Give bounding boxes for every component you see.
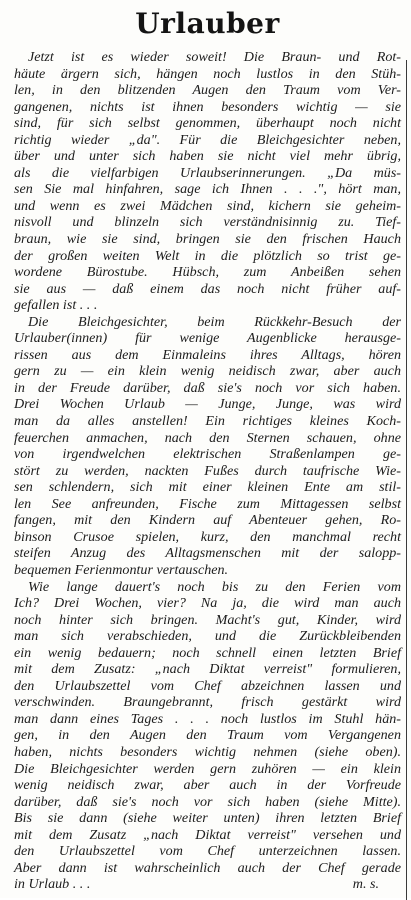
line-text: häute ärgern sich, hängen noch lustlos in den Stüh-: [14, 65, 401, 82]
text-line: [14, 430, 401, 447]
line-text: bequemen Ferienmontur vertauschen.: [14, 561, 229, 578]
line-text: Ich? Drei Wochen, vier? Na ja, die wird man auch: [14, 595, 401, 612]
text-line: [14, 810, 401, 827]
line-text: Die Bleichgesichter, beim Rückkehr-Besuch der: [28, 313, 401, 330]
text-line: [14, 380, 401, 397]
line-text: Urlauber(innen) für wenige Augenblicke herausge-: [14, 330, 401, 347]
text-line: [14, 512, 401, 529]
text-line: [14, 248, 401, 265]
line-text: gangenen, nichts ist ihnen besonders wichtig — sie: [14, 98, 401, 115]
paragraph-3: [14, 579, 401, 893]
line-text: mit dem Zusatz: „nach Diktat verreist" formulieren,: [14, 661, 401, 678]
line-text: gefallen ist . . .: [14, 297, 98, 314]
line-text: len See anfreunden, Fische zum Mittagessen selbst: [14, 495, 401, 512]
text-line: [14, 66, 401, 83]
text-line: [14, 645, 401, 662]
text-line: [14, 678, 401, 695]
line-text: steifen Anzug des Alltagsmenschen mit der salopp-: [14, 545, 401, 562]
text-line: [14, 363, 401, 380]
text-line: [14, 314, 401, 331]
article-title: Urlauber: [135, 7, 280, 40]
line-text: wenig neidisch zwar, aber auch in der Vorfreude: [14, 777, 401, 794]
line-text: Drei Wochen Urlaub — Junge, Junge, was wird: [14, 396, 401, 413]
text-line: [14, 545, 401, 562]
line-text: und wenn es zwei Mädchen sind, kichern sie geheim-: [14, 197, 401, 214]
line-text: binson Crusoe spielen, kurz, den manchmal recht: [14, 528, 401, 545]
line-text: rissen aus dem Einmaleins ihres Alltags, hören: [14, 346, 401, 363]
text-line: [14, 330, 401, 347]
line-text: sen schlendern, sich mit einer kleinen Ente am stil-: [14, 479, 401, 496]
text-line: [14, 711, 401, 728]
article-body: [14, 49, 401, 893]
text-line: [14, 297, 401, 314]
line-text: von irgendwelchen elektrischen Straßenlampen ge-: [14, 446, 401, 463]
text-line: [14, 843, 401, 860]
line-text: sind, für sich selbst genommen, überhaupt noch nicht: [14, 115, 401, 132]
line-text: Aber dann ist wahrscheinlich auch der Chef gerade: [14, 859, 401, 876]
line-text: als die vielfarbigen Urlaubserinnerungen. „Da müs-: [14, 164, 401, 181]
line-text: in Urlaub . . .: [14, 876, 91, 893]
line-text: den Urlaubszettel vom Chef abzeichnen lassen und: [14, 677, 401, 694]
line-text: richtig wieder „da". Für die Bleichgesichter neben,: [14, 131, 401, 148]
text-line: [14, 463, 401, 480]
text-line: [14, 231, 401, 248]
text-line: [14, 479, 401, 496]
text-line: [14, 876, 401, 893]
text-line: [14, 99, 401, 116]
paragraph-1: [14, 49, 401, 314]
text-line: [14, 115, 401, 132]
text-line: [14, 628, 401, 645]
line-text: man sich verabschieden, und die Zurückbleibenden: [14, 628, 401, 645]
text-line: [14, 827, 401, 844]
text-line: [14, 661, 401, 678]
text-line: [14, 761, 401, 778]
line-text: nisvoll und blinzeln sich verständnisinnig zu. Tief-: [14, 214, 401, 231]
text-line: [14, 777, 401, 794]
text-line: [14, 579, 401, 596]
line-text: braun, wie sie sind, bringen sie den frischen Hauch: [14, 231, 401, 248]
line-text: sen Sie mal hinfahren, sage ich Ihnen . . .", hört man,: [14, 181, 401, 198]
text-line: [14, 165, 401, 182]
line-text: feuerchen anmachen, nach den Sternen schauen, ohne: [14, 429, 401, 446]
text-line: [14, 132, 401, 149]
text-line: [14, 148, 401, 165]
line-text: stört zu werden, nackten Fußes durch taufrische Wie-: [14, 462, 401, 479]
text-line: [14, 595, 401, 612]
line-text: fangen, mit den Kindern auf Abenteuer gehen, Ro-: [14, 512, 401, 529]
line-text: mit dem Zusatz „nach Diktat verreist" versehen und: [14, 826, 401, 843]
text-line: [14, 181, 401, 198]
text-line: [14, 496, 401, 513]
line-text: Bis sie dann (siehe weiter unten) ihren letzten Brief: [14, 810, 401, 827]
text-line: [14, 446, 401, 463]
text-line: [14, 198, 401, 215]
paragraph-2: [14, 314, 401, 579]
author-signature: m. s.: [352, 876, 379, 893]
text-line: [14, 347, 401, 364]
line-text: verschwinden. Braungebrannt, frisch gestärkt wird: [14, 694, 401, 711]
text-line: [14, 413, 401, 430]
text-line: [14, 49, 401, 66]
text-line: [14, 562, 401, 579]
line-text: man da alles anstellen! Ein richtiges kleines Koch-: [14, 413, 401, 430]
line-text: Jetzt ist es wieder soweit! Die Braun- und Rot-: [28, 49, 401, 65]
text-line: [14, 281, 401, 298]
text-line: [14, 727, 401, 744]
text-line: [14, 744, 401, 761]
text-line: [14, 612, 401, 629]
line-text: haben, nichts besonders wichtig nehmen (siehe oben).: [14, 743, 401, 760]
line-text: ein wenig bedauern; noch schnell einen letzten Brief: [14, 644, 401, 661]
line-text: über und unter sich haben sie nicht viel mehr übrig,: [14, 148, 401, 165]
text-line: [14, 396, 401, 413]
line-text: in der Freude darüber, daß sie's noch vor sich haben.: [14, 379, 401, 396]
line-text: noch hinter sich bringen. Macht's gut, Kinder, wird: [14, 611, 401, 628]
line-text: wordene Bürostube. Hübsch, zum Anbeißen sehen: [14, 264, 401, 281]
text-line: [14, 529, 401, 546]
line-text: Die Bleichgesichter werden gern zuhören — ein klein: [14, 760, 401, 777]
text-line: [14, 794, 401, 811]
text-line: [14, 860, 401, 877]
line-text: gen, in den Augen den Traum vom Vergangenen: [14, 727, 401, 744]
line-text: Wie lange dauert's noch bis zu den Ferien vom: [28, 578, 401, 595]
line-text: gern zu — ein klein wenig neidisch zwar, aber auch: [14, 363, 401, 380]
text-line: [14, 82, 401, 99]
column-rule: [406, 60, 407, 900]
line-text: sie aus — daß einem das noch nicht früher auf-: [14, 280, 401, 297]
line-text: den Urlaubszettel vom Chef unterzeichnen lassen.: [14, 843, 401, 860]
text-line: [14, 214, 401, 231]
line-text: len, in den blitzenden Augen den Traum vom Ver-: [14, 82, 401, 99]
text-line: [14, 694, 401, 711]
text-line: [14, 264, 401, 281]
line-text: darüber, daß sie's noch vor sich haben (siehe Mitte).: [14, 793, 401, 810]
line-text: der großen weiten Welt in die plötzlich so trist ge-: [14, 247, 401, 264]
line-text: man dann eines Tages . . . noch lustlos im Stuhl hän-: [14, 710, 401, 727]
